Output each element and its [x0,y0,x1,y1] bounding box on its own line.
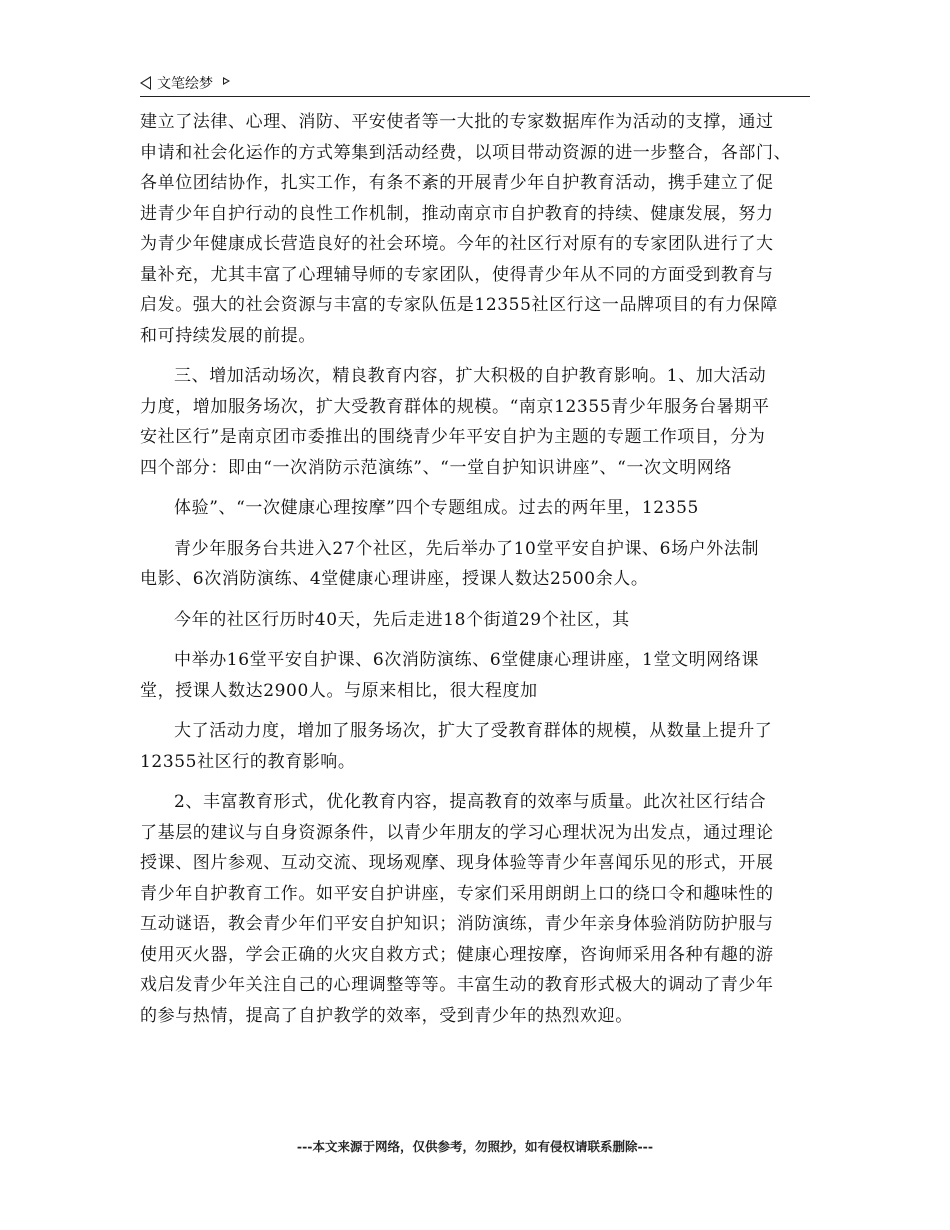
text-line: 大了活动力度，增加了服务场次，扩大了受教育群体的规模，从数量上提升了 [174,721,773,741]
text-line: 电影、6次消防演练、4堂健康心理讲座，授课人数达2500余人。 [140,569,649,589]
page-header [140,70,810,97]
text-line: 各单位团结协作，扎实工作，有条不紊的开展青少年自护教育活动，携手建立了促 [140,173,774,193]
paragraph [140,645,815,706]
text-line: 和可持续发展的前提。 [140,325,316,346]
text-line: 授课、图片参观、互动交流、现场观摩、现身体验等青少年喜闻乐见的形式，开展 [140,853,774,873]
text-line: 青少年服务台共进入27个社区，先后举办了10堂平安自护课、6场户外法制 [174,538,760,559]
paragraph [140,534,815,595]
text-line: 四个部分：即由“一次消防示范演练”、“一堂自护知识讲座”、“一次文明网络 [140,457,733,478]
document-body [140,107,815,1031]
page-footer: ---本文来源于网络，仅供参考，勿照抄，如有侵权请联系删除--- [296,1139,654,1154]
paragraph [140,107,815,351]
text-line: 为青少年健康成长营造良好的社会环境。今年的社区行对原有的专家团队进行了大 [140,234,774,254]
text-line: 中举办16堂平安自护课、6次消防演练、6堂健康心理讲座，1堂文明网络课 [174,650,760,670]
text-line: 互动谜语，教会青少年们平安自护知识；消防演练，青少年亲身体验消防防护服与 [140,914,774,934]
text-line: 申请和社会化运作的方式筹集到活动经费，以项目带动资源的进一步整合，各部门、 [140,142,792,163]
text-line: 使用灭火器，学会正确的火灾自救方式；健康心理按摩，咨询师采用各种有趣的游 [140,944,774,965]
text-line: 12355社区行的教育影响。 [140,751,356,772]
text-line: 戏启发青少年关注自己的心理调整等等。丰富生动的教育形式极大的调动了青少年 [140,975,774,995]
triangle-right-icon [223,77,230,85]
text-line: 建立了法律、心理、消防、平安使者等一大批的专家数据库作为活动的支撑，通过 [140,112,774,132]
text-line: 量补充，尤其丰富了心理辅导师的专家团队，使得青少年从不同的方面受到教育与 [140,264,774,285]
text-line: 力度，增加服务场次，扩大受教育群体的规模。“南京12355青少年服务台暑期平 [140,396,770,417]
text-line: 进青少年自护行动的良性工作机制，推动南京市自护教育的持续、健康发展，努力 [140,203,774,224]
paragraph [140,493,815,524]
header-title: 文笔绘梦 [157,76,213,92]
text-line: 今年的社区行历时40天，先后走进18个街道29个社区，其 [174,609,630,630]
text-line: 了基层的建议与自身资源条件，以青少年朋友的学习心理状况为出发点，通过理论 [140,822,774,843]
paragraph [140,716,815,777]
paragraph [140,605,815,636]
text-line: 青少年自护教育工作。如平安自护讲座，专家们采用朗朗上口的绕口令和趣味性的 [140,883,774,904]
text-line: 体验”、“一次健康心理按摩”四个专题组成。过去的两年里，12355 [174,498,699,518]
text-line: 安社区行”是南京团市委推出的围绕青少年平安自护为主题的专题工作项目，分为 [140,427,766,447]
triangle-left-icon [140,76,151,90]
text-line: 的参与热情，提高了自护教学的效率，受到青少年的热烈欢迎。 [140,1005,633,1026]
paragraph [140,787,815,1031]
text-line: 堂，授课人数达2900人。与原来相比，很大程度加 [140,680,538,701]
text-line: 三、增加活动场次，精良教育内容，扩大积极的自护教育影响。1、加大活动 [174,366,767,386]
text-line: 2、丰富教育形式，优化教育内容，提高教育的效率与质量。此次社区行结合 [174,792,767,812]
text-line: 启发。强大的社会资源与丰富的专家队伍是12355社区行这一品牌项目的有力保障 [140,295,778,315]
paragraph [140,361,815,483]
